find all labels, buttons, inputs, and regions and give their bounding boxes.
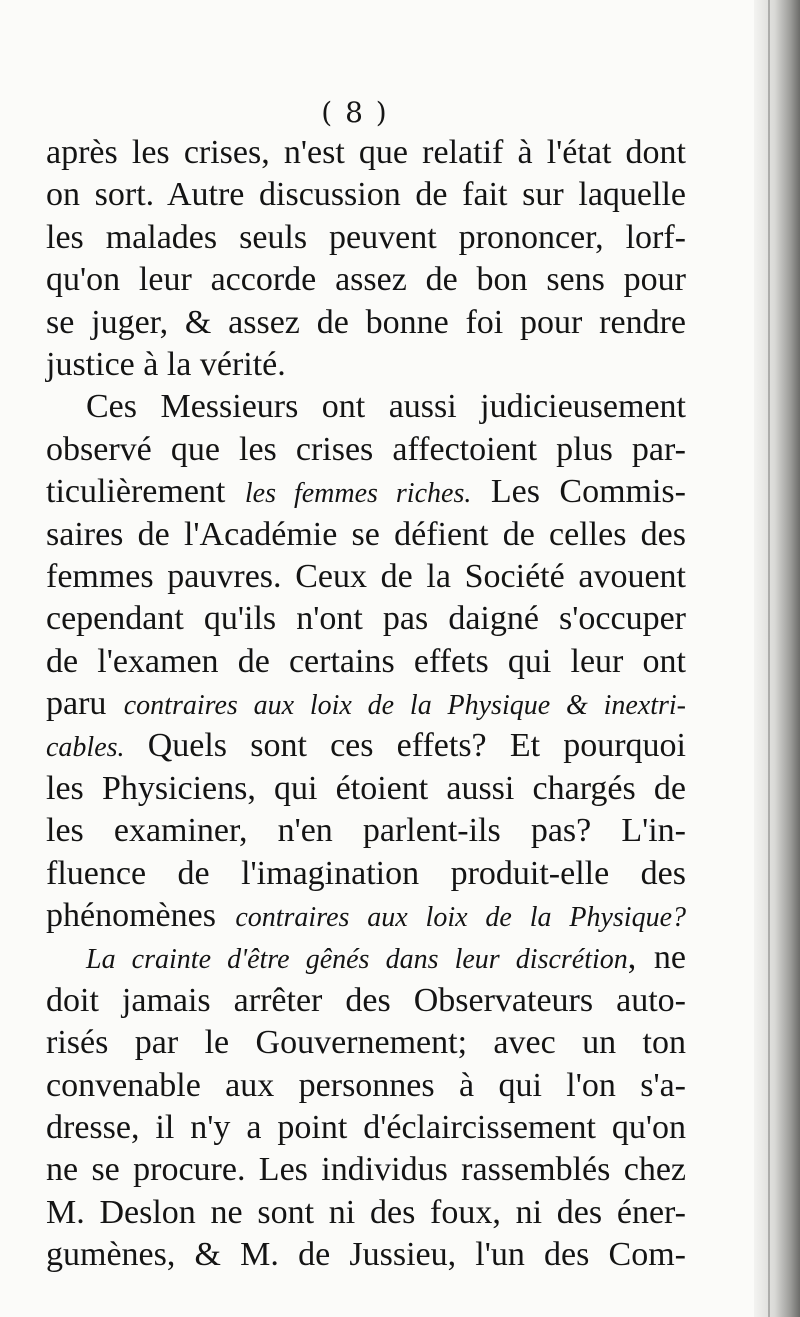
text-line [46,132,686,174]
text-line [46,259,686,301]
text-segment: Ces Messieurs ont aussi judicieusement [86,388,686,426]
text-line [46,174,686,216]
text-segment: justice à la vérité. [46,345,286,383]
text-segment: de l'examen de certains effets qui leur ont [46,642,686,680]
text-segment: ne se procure. Les individus rassemblés chez [46,1151,686,1189]
text-line [46,1234,686,1276]
text-segment: on sort. Autre discussion de fait sur laquelle [46,176,686,214]
text-line [46,598,686,640]
italic-text-segment: La crainte d'être gênés dans leur discrétion [86,944,628,976]
page-edge-shadow [754,0,800,1317]
text-line [46,556,686,598]
text-line [46,895,686,937]
italic-text-segment: contraires aux loix de la Physique? [235,902,686,934]
text-segment: fluence de l'imagination produit-elle des [46,854,686,892]
text-segment: Les Commis- [471,473,686,511]
italic-text-segment: contraires aux loix de la Physique & inextri- [123,690,686,722]
text-line [46,853,686,895]
text-segment: Quels sont ces effets? Et pourquoi [124,727,686,765]
text-line [46,683,686,725]
text-segment: paru [46,685,124,723]
text-segment: dresse, il n'y a point d'éclaircissement qu'on [46,1108,686,1146]
text-line [46,768,686,810]
text-segment: après les crises, n'est que relatif à l'état dont [46,134,686,171]
text-segment: phénomènes [46,897,236,935]
text-line [46,1149,686,1191]
text-line [46,386,686,428]
italic-text-segment: les femmes riches. [244,478,472,510]
text-segment: ticulièrement [46,473,245,511]
page-number: ( 8 ) [321,96,389,129]
text-segment: saires de l'Académie se défient de celles des [46,515,686,553]
text-segment: M. Deslon ne sont ni des foux, ni des éner- [46,1193,686,1231]
text-segment: les Physiciens, qui étoient aussi chargés de [46,769,686,807]
text-segment: risés par le Gouvernement; avec un ton [46,1024,686,1062]
text-line [46,980,686,1022]
italic-text-segment: cables. [46,732,125,764]
text-segment: les malades seuls peuvent prononcer, lorf- [46,218,686,256]
text-line [46,344,686,386]
text-line [46,471,686,513]
text-segment: femmes pauvres. Ceux de la Société avouent [46,557,686,595]
text-line [46,810,686,852]
text-line [46,641,686,683]
page-edge-line [768,0,770,1317]
text-line [46,429,686,471]
text-line [46,1107,686,1149]
text-segment: les examiner, n'en parlent-ils pas? L'in- [46,812,686,850]
text-segment: observé que les crises affectoient plus par- [46,430,686,468]
body-text [46,132,686,1277]
text-line [46,725,686,767]
text-line [46,937,686,979]
text-line [46,302,686,344]
text-line [46,1022,686,1064]
text-segment: gumènes, & M. de Jussieu, l'un des Com- [46,1236,686,1274]
text-segment: cependant qu'ils n'ont pas daigné s'occuper [46,600,686,638]
text-line [46,514,686,556]
text-line [46,1192,686,1234]
text-segment: se juger, & assez de bonne foi pour rendre [46,303,686,341]
text-line [46,217,686,259]
text-line [46,1065,686,1107]
text-segment: convenable aux personnes à qui l'on s'a- [46,1066,686,1104]
text-segment: , ne [627,939,687,977]
text-segment: qu'on leur accorde assez de bon sens pour [46,261,686,299]
text-segment: doit jamais arrêter des Observateurs auto- [46,981,686,1019]
